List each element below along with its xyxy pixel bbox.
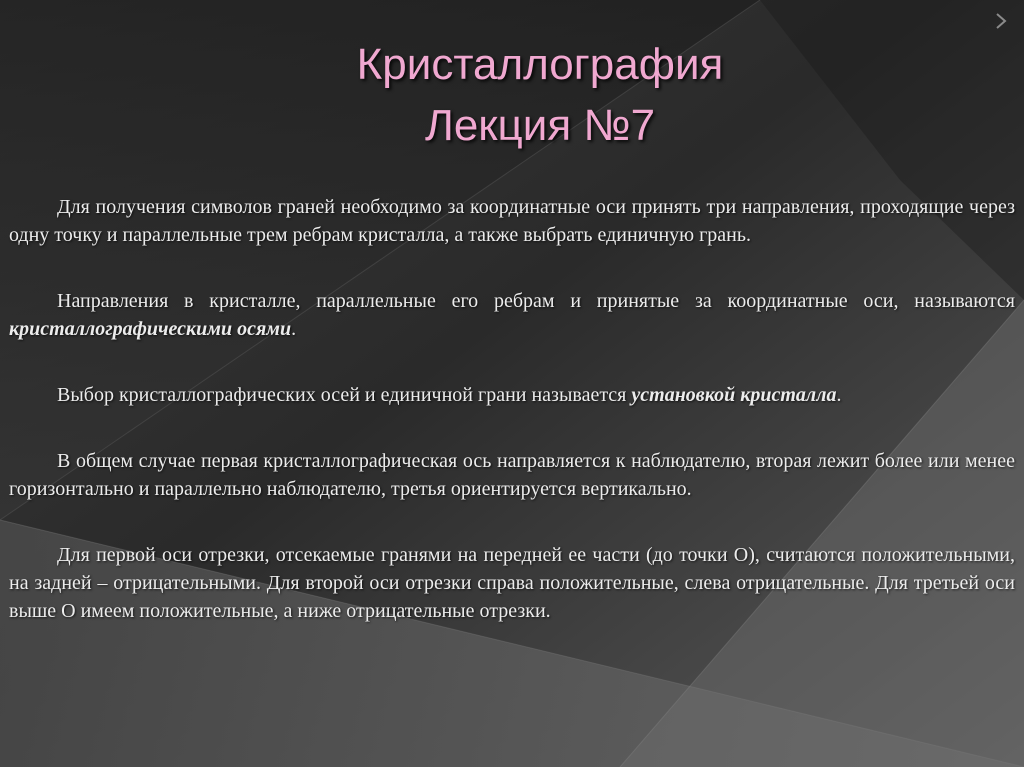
slide-body	[9, 193, 1015, 625]
term-highlight: установкой кристалла	[631, 384, 837, 406]
paragraph-text: .	[291, 318, 297, 340]
slide-subtitle: Лекция №7	[424, 101, 656, 150]
paragraph: В общем случае первая кристаллографическая ось направляется к наблюдателю, вторая лежит более или менее горизонтально и параллельно наблюдателю, третья ориентируется вертикально.	[9, 450, 1015, 500]
paragraph: Для получения символов граней необходимо за координатные оси принять три направления, проходящие через одну точку и параллельные трем ребрам кристалла, а также выбрать единичную грань.	[9, 196, 1015, 246]
paragraph	[9, 381, 1015, 409]
paragraph: Для первой оси отрезки, отсекаемые гранями на передней ее части (до точки О), считаются положительными, на задней – отрицательными. Для второй оси отрезки справа положительные, слева отрицательные. Для третьей оси выше О имеем положительные, а ниже отрицательные отрезки.	[9, 544, 1015, 622]
paragraph-text: Выбор кристаллографических осей и единичной грани называется	[57, 384, 632, 406]
chevron-right-icon[interactable]	[990, 10, 1012, 32]
paragraph-text: Направления в кристалле, параллельные его ребрам и принятые за координатные оси, называются	[57, 290, 1015, 312]
paragraph-text: .	[836, 384, 842, 406]
term-highlight: кристаллографическими осями	[9, 318, 292, 340]
paragraph	[9, 287, 1015, 343]
slide-title: Кристаллография	[356, 40, 724, 89]
